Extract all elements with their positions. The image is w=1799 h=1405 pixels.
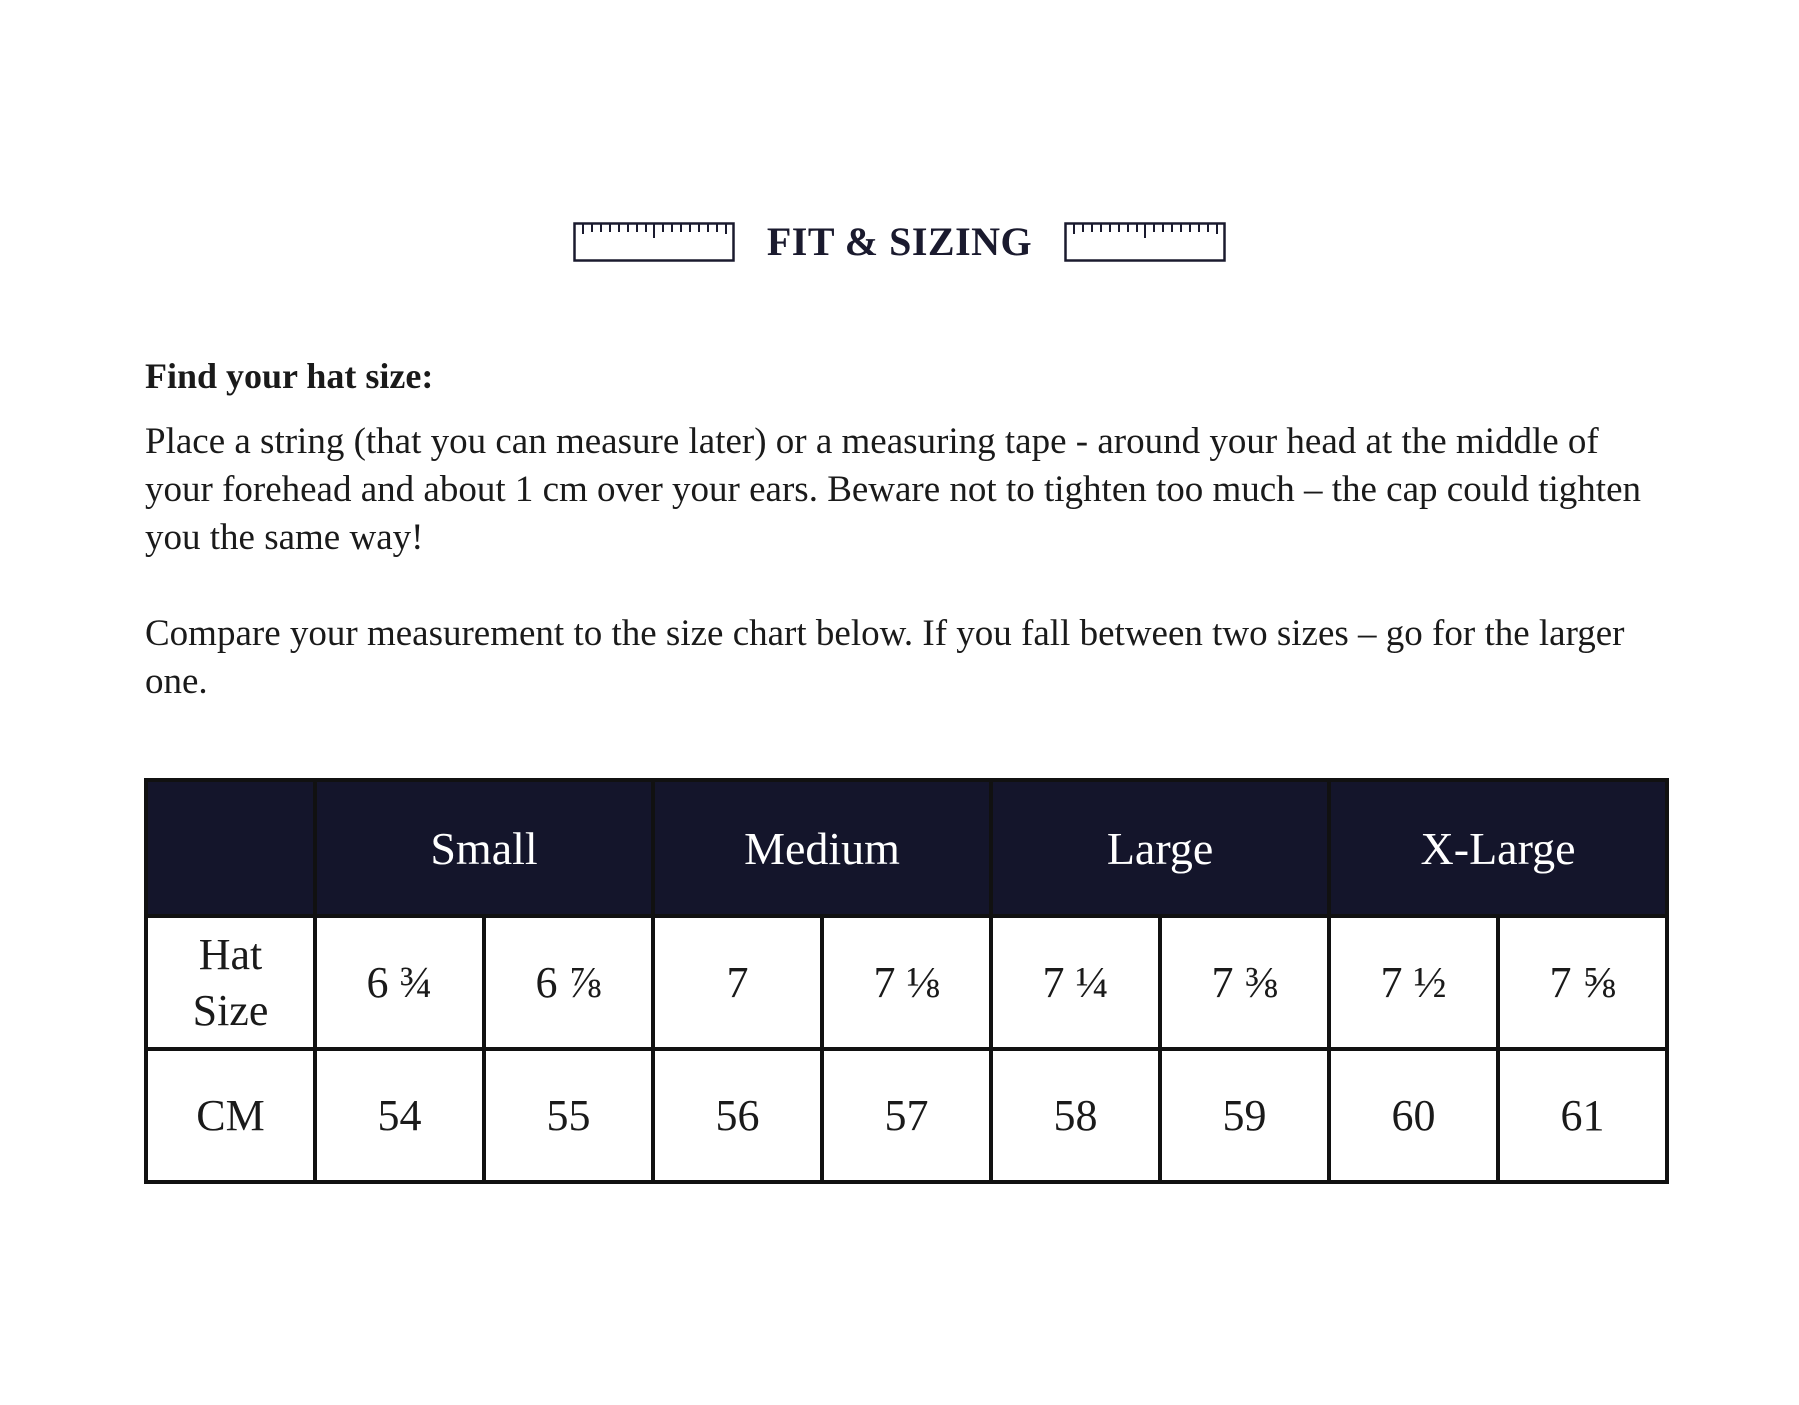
instructions-paragraph: Compare your measurement to the size chart below. If you fall between two sizes – go for the larger one. [145,613,1625,702]
size-group-header: Small [315,780,653,916]
cm-cell: 54 [315,1049,484,1182]
instructions-heading: Find your hat size: [145,356,434,396]
title-row [0,218,1799,265]
hat-size-cell: 7 ⅜ [1160,916,1329,1049]
cm-cell: 55 [484,1049,653,1182]
cm-cell: 57 [822,1049,991,1182]
instructions-paragraph: Place a string (that you can measure later) or a measuring tape - around your head at the middle of your forehead and about 1 cm over your ears. Beware not to tighten too much – the cap could tighten you the same way! [145,421,1641,558]
row-label-line: Size [192,985,269,1035]
size-chart-table [144,778,1669,1184]
table-header-row [146,780,1667,916]
row-label-line: Hat [198,929,263,979]
size-group-header: Medium [653,780,991,916]
hat-size-cell: 7 ½ [1329,916,1498,1049]
row-label-cm: CM [146,1049,315,1182]
page-title: FIT & SIZING [766,219,1033,264]
instructions [145,352,1665,706]
size-group-header: X-Large [1329,780,1667,916]
cm-cell: 59 [1160,1049,1329,1182]
cm-cell: 58 [991,1049,1160,1182]
ruler-icon [573,222,735,262]
hat-size-cell: 7 [653,916,822,1049]
hat-size-cell: 6 ⅞ [484,916,653,1049]
row-label-hat-size [146,916,315,1049]
hat-size-cell: 7 ⅛ [822,916,991,1049]
table-row [146,1049,1667,1182]
hat-size-cell: 7 ¼ [991,916,1160,1049]
table-corner-cell [146,780,315,916]
size-group-header: Large [991,780,1329,916]
hat-size-cell: 6 ¾ [315,916,484,1049]
table-row [146,916,1667,1049]
cm-cell: 56 [653,1049,822,1182]
cm-cell: 61 [1498,1049,1667,1182]
ruler-icon [1064,222,1226,262]
hat-size-cell: 7 ⅝ [1498,916,1667,1049]
cm-cell: 60 [1329,1049,1498,1182]
